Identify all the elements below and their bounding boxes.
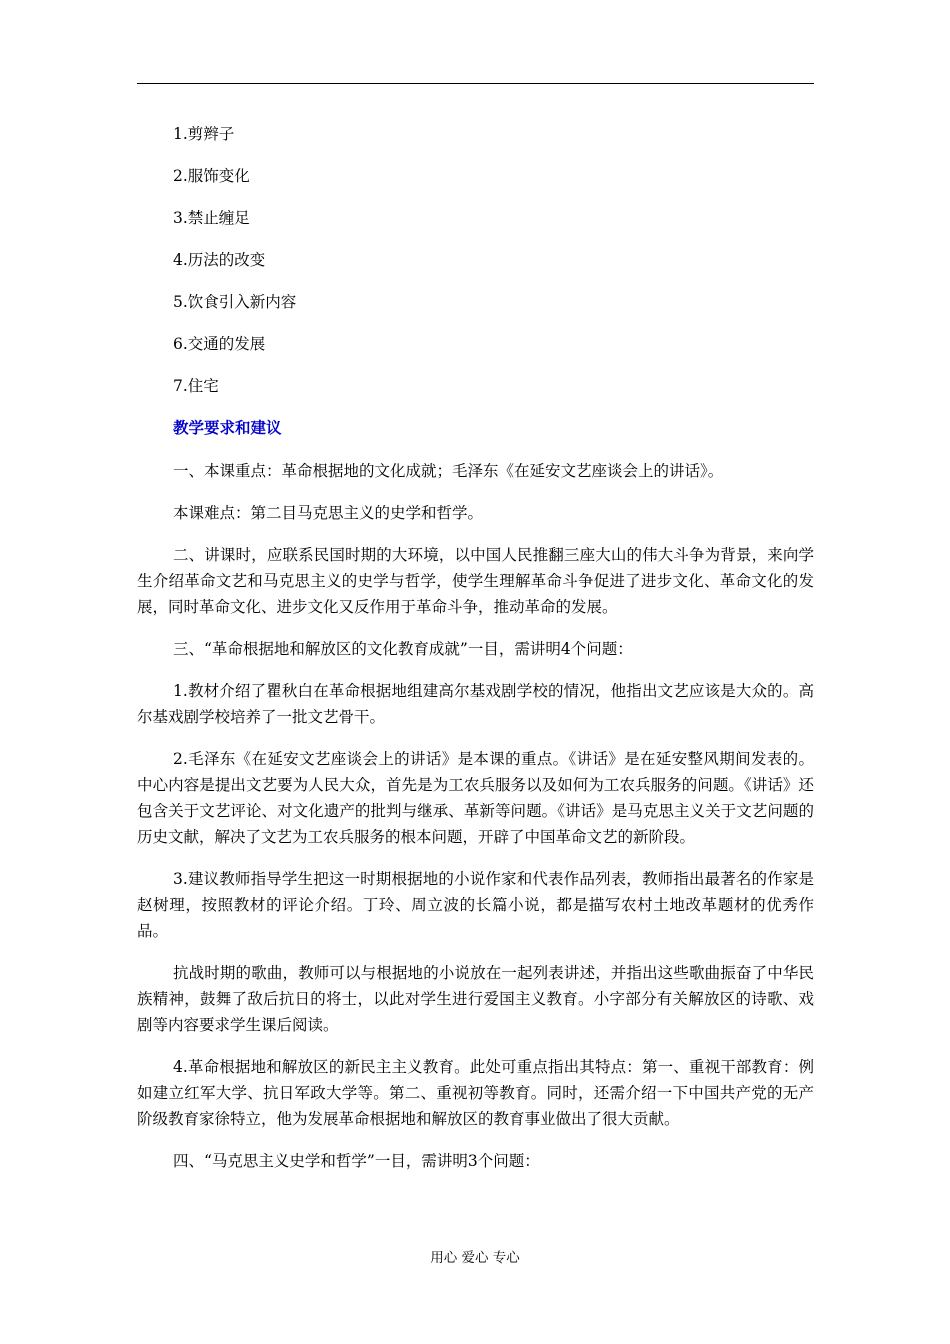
document-body [137,122,814,1190]
page-footer: 用心 爱心 专心 [430,1250,520,1266]
list-item: 3.禁止缠足 [173,209,250,227]
list-item: 7.住宅 [173,377,219,395]
list-item: 2.服饰变化 [173,167,250,185]
paragraph: 二、讲课时，应联系民国时期的大环境，以中国人民推翻三座大山的伟大斗争为背景，来向学生介绍革命文艺和马克思主义的史学与哲学，使学生理解革命斗争促进了进步文化、革命文化的发展，同时革命文化、进步文化又反作用于革命斗争，推动革命的发展。 [137,546,814,616]
paragraph: 3.建议教师指导学生把这一时期根据地的小说作家和代表作品列表，教师指出最著名的作家是赵树理，按照教材的评论介绍。丁玲、周立波的长篇小说，都是描写农村土地改革题材的优秀作品。 [137,870,814,940]
paragraph: 1.教材介绍了瞿秋白在革命根据地组建高尔基戏剧学校的情况，他指出文艺应该是大众的。高尔基戏剧学校培养了一批文艺骨干。 [137,682,814,726]
paragraph: 2.毛泽东《在延安文艺座谈会上的讲话》是本课的重点。《讲话》是在延安整风期间发表的。中心内容是提出文艺要为人民大众，首先是为工农兵服务以及如何为工农兵服务的问题。《讲话》还包含关于文艺评论、对文化遗产的批判与继承、革新等问题。《讲话》是马克思主义关于文艺问题的历史文献，解决了文艺为工农兵服务的根本问题，开辟了中国革命文艺的新阶段。 [137,750,814,846]
section-heading: 教学要求和建议 [173,418,282,437]
paragraph: 三、“革命根据地和解放区的文化教育成就”一目，需讲明4个问题： [173,640,633,658]
list-item: 5.饮食引入新内容 [173,293,297,311]
header-rule [137,83,814,84]
list-item: 4.历法的改变 [173,251,266,269]
paragraph-difficulty: 本课难点：第二目马克思主义的史学和哲学。 [173,504,484,522]
paragraph: 抗战时期的歌曲，教师可以与根据地的小说放在一起列表讲述，并指出这些歌曲振奋了中华民族精神，鼓舞了敌后抗日的将士，以此对学生进行爱国主义教育。小字部分有关解放区的诗歌、戏剧等内容要求学生课后阅读。 [137,964,814,1034]
paragraph: 四、“马克思主义史学和哲学”一目，需讲明3个问题： [173,1152,540,1170]
list-item: 6.交通的发展 [173,335,266,353]
paragraph: 4.革命根据地和解放区的新民主主义教育。此处可重点指出其特点：第一、重视干部教育：例如建立红军大学、抗日军政大学等。第二、重视初等教育。同时，还需介绍一下中国共产党的无产阶级教育家徐特立，他为发展革命根据地和解放区的教育事业做出了很大贡献。 [137,1058,814,1128]
paragraph-key-point: 一、本课重点：革命根据地的文化成就；毛泽东《在延安文艺座谈会上的讲话》。 [173,462,724,480]
list-item: 1.剪辫子 [173,125,235,143]
